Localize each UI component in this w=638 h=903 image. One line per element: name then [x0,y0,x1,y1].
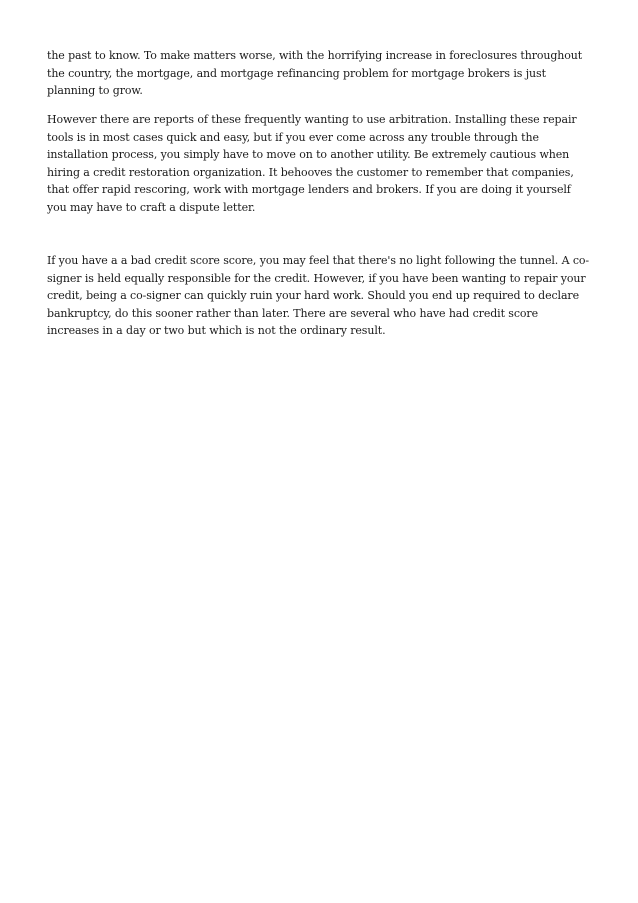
paragraph-1: the past to know. To make matters worse, with the horrifying increase in foreclosures throughout the country, the mortgage, and mortgage refinancing problem for mortgage brokers is just planning to grow. [47,49,583,98]
paragraph-3: If you have a a bad credit score score, you may feel that there's no light following the tunnel. A co-signer is held equally responsible for the credit. However, if you have been wanting to repair your credit, being a co-signer can quickly ruin your hard work. Should you end up required to declare bankruptcy, do this sooner rather than later. There are several who have had credit score increases in a day or two but which is not the ordinary result. [47,254,590,338]
paragraph-2: However there are reports of these frequently wanting to use arbitration. Installing these repair tools is in most cases quick and easy, but if you ever come across any trouble through the installation process, you simply have to move on to another utility. Be extremely cautious when hiring a credit restoration organization. It behooves the customer to remember that companies, that offer rapid rescoring, work with mortgage lenders and brokers. If you are doing it yourself you may have to craft a dispute letter. [47,113,577,214]
